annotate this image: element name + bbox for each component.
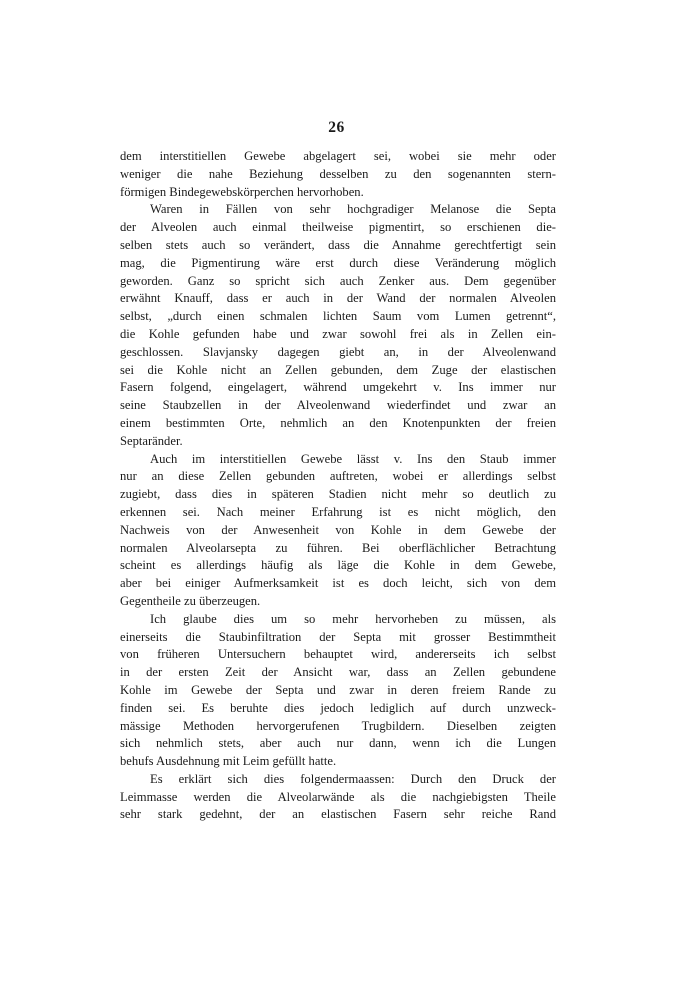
text-line: normalen Alveolarsepta zu führen. Bei oberflächlicher Betrachtung: [120, 540, 556, 555]
text-line: einerseits die Staubinfiltration der Septa mit grosser Bestimmtheit: [120, 629, 556, 644]
text-line: zugiebt, dass dies in späteren Stadien nicht mehr so deutlich zu: [120, 487, 556, 502]
text-line: seine Staubzellen in der Alveolenwand wiederfindet und zwar an: [120, 398, 556, 413]
text-line: Es erklärt sich dies folgendermaassen: Durch den Druck der: [150, 771, 556, 786]
body-text: [120, 148, 556, 824]
text-line: in der ersten Zeit der Ansicht war, dass an Zellen gebundene: [120, 665, 556, 680]
text-line: nur an diese Zellen gebunden auftreten, wobei er allerdings selbst: [120, 469, 556, 484]
text-line: Leimmasse werden die Alveolarwände als die nachgiebigsten Theile: [120, 789, 556, 804]
page-number: 26: [328, 119, 345, 136]
text-line: dem interstitiellen Gewebe abgelagert sei, wobei sie mehr oder: [120, 149, 556, 163]
text-line: geschlossen. Slavjansky dagegen giebt an, in der Alveolenwand: [120, 344, 556, 359]
text-line: scheint es allerdings häufig als läge die Kohle in dem Gewebe,: [120, 558, 556, 573]
text-line: behufs Ausdehnung mit Leim gefüllt hatte.: [120, 754, 337, 769]
text-line: erwähnt Knauff, dass er auch in der Wand der normalen Alveolen: [120, 291, 556, 306]
text-line: weniger die nahe Beziehung desselben zu den sogenannten stern-: [120, 166, 556, 181]
text-line: die Kohle gefunden habe und zwar sowohl frei als in Zellen ein-: [120, 326, 556, 341]
text-line: einem bestimmten Orte, nehmlich an den Knotenpunkten der freien: [120, 415, 556, 430]
text-line: finden sei. Es beruhte dies jedoch lediglich auf durch unzweck-: [120, 700, 556, 715]
text-line: geworden. Ganz so spricht sich auch Zenker aus. Dem gegenüber: [120, 273, 556, 288]
text-line: Kohle im Gewebe der Septa und zwar in deren freiem Rande zu: [120, 682, 556, 697]
text-line: selbst, „durch einen schmalen lichten Saum vom Lumen getrennt“,: [120, 309, 556, 324]
text-line: sei die Kohle nicht an Zellen gebunden, dem Zuge der elastischen: [120, 362, 556, 377]
text-line: Ich glaube dies um so mehr hervorheben zu müssen, als: [150, 611, 556, 626]
text-line: der Alveolen auch einmal theilweise pigmentirt, so erschienen die-: [120, 220, 556, 235]
text-line: erkennen sei. Nach meiner Erfahrung ist es nicht möglich, den: [120, 504, 556, 519]
text-line: Nachweis von der Anwesenheit von Kohle in dem Gewebe der: [120, 522, 556, 537]
text-line: sich nehmlich stets, aber auch nur dann, wenn ich die Lungen: [120, 736, 556, 751]
text-line: von früheren Untersuchern behauptet wird, andererseits ich selbst: [120, 647, 556, 662]
text-line: förmigen Bindegewebskörperchen hervorhoben.: [120, 184, 364, 199]
text-line: Gegentheile zu überzeugen.: [120, 593, 261, 608]
text-line: Waren in Fällen von sehr hochgradiger Melanose die Septa: [150, 202, 556, 217]
text-line: mag, die Pigmentirung wäre erst durch diese Veränderung möglich: [120, 255, 556, 270]
text-line: mässige Methoden hervorgerufenen Trugbildern. Dieselben zeigten: [120, 718, 556, 733]
text-line: Auch im interstitiellen Gewebe lässt v. Ins den Staub immer: [150, 451, 556, 466]
text-line: sehr stark gedehnt, der an elastischen Fasern sehr reiche Rand: [120, 807, 556, 822]
text-line: aber bei einiger Aufmerksamkeit ist es doch leicht, sich von dem: [120, 576, 556, 591]
text-line: Fasern folgend, eingelagert, während umgekehrt v. Ins immer nur: [120, 380, 556, 395]
text-line: selben stets auch so verändert, dass die Annahme gerechtfertigt sein: [120, 237, 556, 252]
text-line: Septaränder.: [120, 433, 183, 448]
